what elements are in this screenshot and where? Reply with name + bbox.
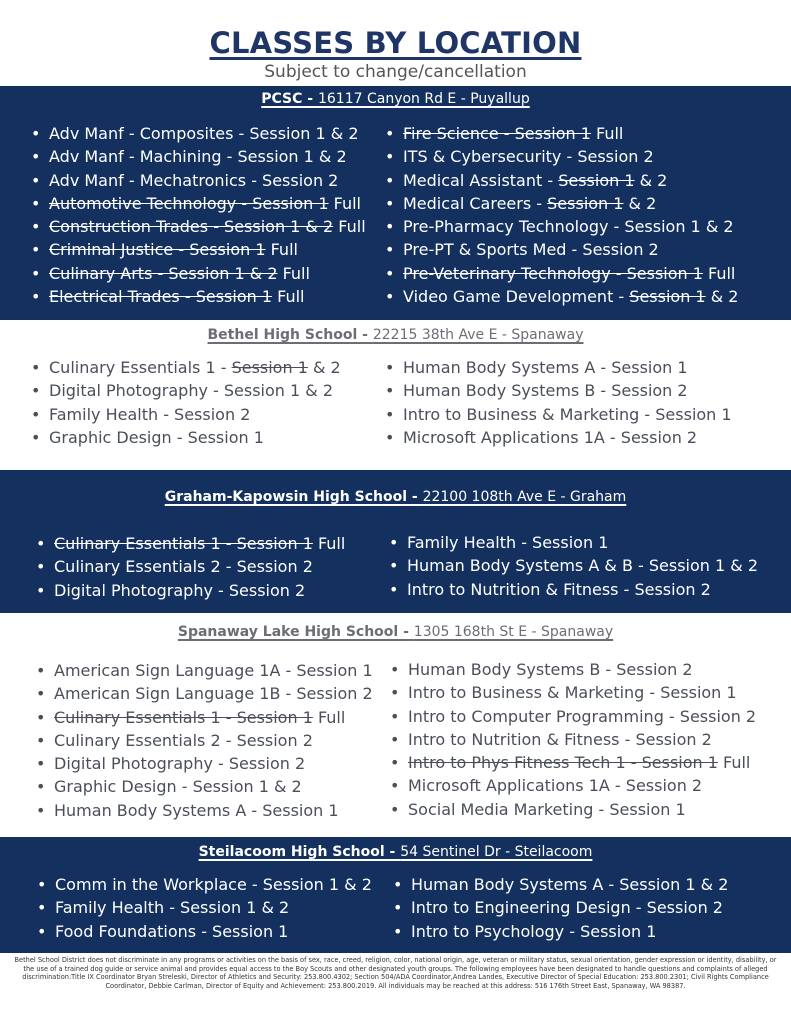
class-list-item: • Adv Manf - Machining - Session 1 & 2 — [29, 145, 366, 168]
class-list-item: • Digital Photography - Session 2 — [34, 579, 345, 602]
section-bethel — [0, 320, 791, 470]
nondiscrimination-notice: Bethel School District does not discriminate in any programs or activities on the basis of sex, race, creed, religion, color, national origin, age, veteran or military status, sexual orientation, gender expression or identity, disability, or the use of a trained dog guide or service animal and provides equal access to the Boy Scouts and other designated youth groups. The following employees have been designated to handle questions and complaints of alleged discrimination:Title IX Coordinator Bryan Streleski, Director of Athletics and Security: 253.800.4302; Section 504/ADA Coordinator,Andrea Landes, Executive Director of Special Education: 253.800.2301; Civil Rights Compliance Coordinator, Debbie Carlman, Director of Equity and Achievement: 253.800.2019. All individuals may be reached at this address: 516 176th Street East, Spanaway, WA 98387. — [14, 956, 777, 990]
page-subtitle: Subject to change/cancellation — [264, 62, 527, 82]
class-list-item: • Digital Photography - Session 1 & 2 — [29, 379, 341, 402]
class-list-item: • Construction Trades - Session 1 & 2 Full — [29, 215, 366, 238]
class-list-right — [388, 658, 756, 821]
class-list-item: • Intro to Phys Fitness Tech 1 - Session 1 Full — [388, 751, 756, 774]
section-title: Bethel High School - 22215 38th Ave E - Spanaway — [207, 327, 584, 343]
class-list-item: • Social Media Marketing - Session 1 — [388, 798, 756, 821]
section-pcsc — [0, 86, 791, 320]
class-list-item: • Medical Careers - Session 1 & 2 — [383, 192, 738, 215]
class-list-item: • Microsoft Applications 1A - Session 2 — [383, 426, 732, 449]
class-list-item: • ITS & Cybersecurity - Session 2 — [383, 145, 738, 168]
class-list-item: • Human Body Systems A - Session 1 & 2 — [391, 873, 728, 896]
class-list-left — [34, 659, 373, 822]
class-list-item: • Video Game Development - Session 1 & 2 — [383, 285, 738, 308]
class-list-right — [383, 122, 738, 308]
class-list-right — [383, 356, 732, 449]
class-list-item: • Intro to Business & Marketing - Session 1 — [383, 403, 732, 426]
class-list-left — [29, 122, 366, 308]
class-list-item: • Intro to Nutrition & Fitness - Session 2 — [388, 728, 756, 751]
class-list-item: • Culinary Essentials 2 - Session 2 — [34, 729, 373, 752]
section-title: PCSC - 16117 Canyon Rd E - Puyallup — [261, 91, 530, 107]
page-title: CLASSES BY LOCATION — [209, 26, 582, 60]
class-list-item: • Culinary Arts - Session 1 & 2 Full — [29, 262, 366, 285]
class-list-item: • Intro to Psychology - Session 1 — [391, 920, 728, 943]
class-list-item: • Intro to Business & Marketing - Session 1 — [388, 681, 756, 704]
class-list-item: • Graphic Design - Session 1 — [29, 426, 341, 449]
class-list-item: • Intro to Computer Programming - Session 2 — [388, 705, 756, 728]
class-list-item: • American Sign Language 1B - Session 2 — [34, 682, 373, 705]
section-spanaway-lake — [0, 613, 791, 837]
class-list-item: • Culinary Essentials 2 - Session 2 — [34, 555, 345, 578]
class-list-item: • Human Body Systems B - Session 2 — [383, 379, 732, 402]
class-list-item: • Culinary Essentials 1 - Session 1 & 2 — [29, 356, 341, 379]
section-title: Graham-Kapowsin High School - 22100 108th Ave E - Graham — [164, 489, 627, 505]
class-list-right — [391, 873, 728, 943]
class-list-item: • Adv Manf - Composites - Session 1 & 2 — [29, 122, 366, 145]
class-list-right — [387, 531, 758, 601]
class-list-item: • Human Body Systems B - Session 2 — [388, 658, 756, 681]
class-list-item: • Culinary Essentials 1 - Session 1 Full — [34, 532, 345, 555]
class-list-item: • Intro to Engineering Design - Session 2 — [391, 896, 728, 919]
section-graham-kapowsin — [0, 470, 791, 613]
class-list-item: • American Sign Language 1A - Session 1 — [34, 659, 373, 682]
class-list-item: • Comm in the Workplace - Session 1 & 2 — [35, 873, 372, 896]
class-list-item: • Family Health - Session 1 — [387, 531, 758, 554]
section-steilacoom — [0, 837, 791, 953]
class-list-item: • Human Body Systems A & B - Session 1 & 2 — [387, 554, 758, 577]
class-list-item: • Food Foundations - Session 1 — [35, 920, 372, 943]
class-list-item: • Family Health - Session 1 & 2 — [35, 896, 372, 919]
class-list-item: • Pre-PT & Sports Med - Session 2 — [383, 238, 738, 261]
class-list-item: • Graphic Design - Session 1 & 2 — [34, 775, 373, 798]
class-list-item: • Fire Science - Session 1 Full — [383, 122, 738, 145]
class-list-item: • Medical Assistant - Session 1 & 2 — [383, 169, 738, 192]
section-title: Spanaway Lake High School - 1305 168th St E - Spanaway — [177, 624, 614, 640]
class-list-item: • Family Health - Session 2 — [29, 403, 341, 426]
class-list-item: • Pre-Veterinary Technology - Session 1 Full — [383, 262, 738, 285]
class-list-item: • Pre-Pharmacy Technology - Session 1 & 2 — [383, 215, 738, 238]
class-list-item: • Criminal Justice - Session 1 Full — [29, 238, 366, 261]
class-list-item: • Human Body Systems A - Session 1 — [383, 356, 732, 379]
class-list-item: • Human Body Systems A - Session 1 — [34, 799, 373, 822]
class-list-item: • Intro to Nutrition & Fitness - Session 2 — [387, 578, 758, 601]
class-list-left — [29, 356, 341, 449]
class-list-left — [35, 873, 372, 943]
class-list-item: • Microsoft Applications 1A - Session 2 — [388, 774, 756, 797]
class-list-item: • Electrical Trades - Session 1 Full — [29, 285, 366, 308]
class-list-left — [34, 532, 345, 602]
class-list-item: • Automotive Technology - Session 1 Full — [29, 192, 366, 215]
class-list-item: • Culinary Essentials 1 - Session 1 Full — [34, 706, 373, 729]
class-list-item: • Digital Photography - Session 2 — [34, 752, 373, 775]
section-title: Steilacoom High School - 54 Sentinel Dr - Steilacoom — [198, 844, 593, 860]
class-list-item: • Adv Manf - Mechatronics - Session 2 — [29, 169, 366, 192]
